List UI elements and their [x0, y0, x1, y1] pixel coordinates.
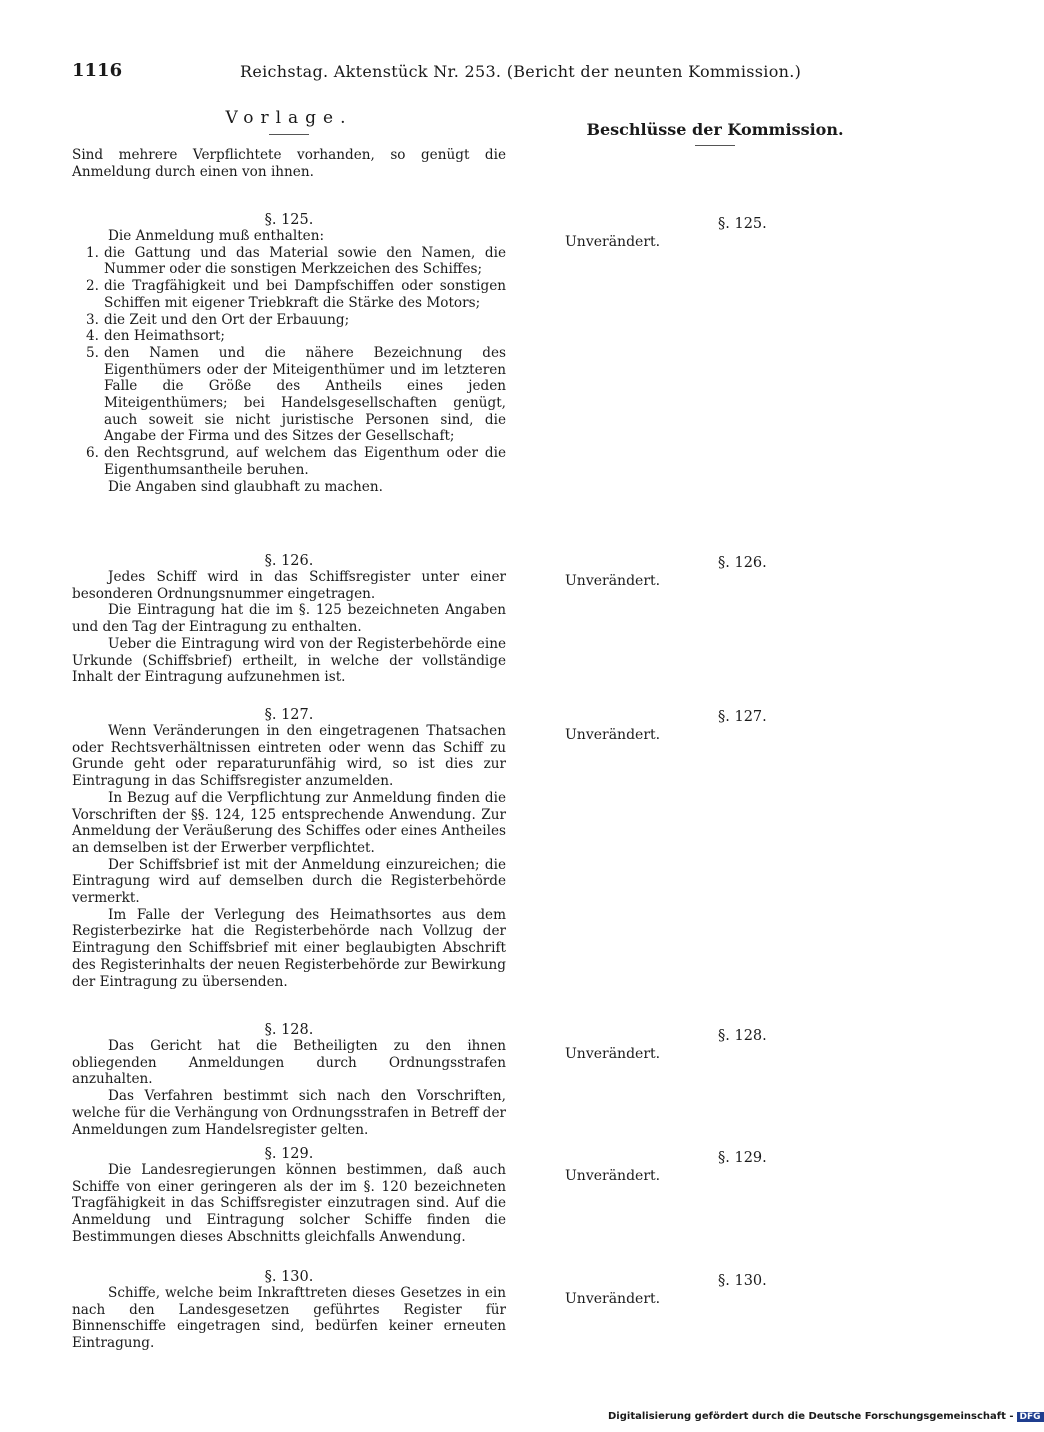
dfg-logo: DFG — [1017, 1412, 1044, 1422]
section-heading: §. 127. — [264, 707, 314, 723]
decision-text: Unverändert. — [565, 1046, 661, 1062]
list-item: 1. die Gattung und das Material sowie den Namen, die Nummer oder die sonstigen Merkzeichen des Schiffes; — [86, 244, 506, 278]
decision-heading: §. 126. — [718, 555, 767, 571]
decision-text: Unverändert. — [565, 1291, 661, 1307]
list-item: 5. den Namen und die nähere Bezeichnung des Eigenthümers oder der Miteigenthümer und im letzteren Falle die Größe des Antheils eines jeden Miteigenthümers; bei Handelsgesellschaften genügt, auch soweit sie nicht juristische Personen sind, die Angabe der Firma und des Sitzes der Gesellschaft; — [86, 344, 506, 445]
list-item: 6. den Rechtsgrund, auf welchem das Eigenthum oder die Eigenthumsantheile beruhen. — [86, 445, 506, 478]
decision-heading: §. 127. — [718, 709, 767, 725]
vorlage-title: Vorlage. — [225, 108, 353, 128]
paragraph: Die Eintragung hat die im §. 125 bezeichneten Angaben und den Tag der Eintragung zu enthalten. — [72, 602, 506, 636]
section-125 — [72, 212, 506, 495]
footer-text: Digitalisierung gefördert durch die Deutsche Forschungsgemeinschaft - — [608, 1411, 1014, 1422]
section-128 — [72, 1022, 506, 1138]
title-rule — [269, 134, 309, 135]
requirement-list — [72, 245, 506, 479]
paragraph: Ueber die Eintragung wird von der Registerbehörde eine Urkunde (Schiffsbrief) ertheilt, in welche der vollständige Inhalt der Eintragung aufzunehmen ist. — [72, 635, 506, 686]
list-item: 2. die Tragfähigkeit und bei Dampfschiffen oder sonstigen Schiffen mit eigener Triebkraft die Stärke des Motors; — [86, 278, 506, 311]
decision-text: Unverändert. — [565, 1168, 661, 1184]
section-heading: §. 125. — [264, 212, 314, 228]
paragraph: Wenn Veränderungen in den eingetragenen Thatsachen oder Rechtsverhältnissen eintreten oder wenn das Schiff zu Grunde geht oder reparaturunfähig wird, so ist dies zur Eintragung in das Schiffsregister anzumelden. — [72, 723, 506, 790]
decision-text: Unverändert. — [565, 234, 661, 250]
kommission-title: Beschlüsse der Kommission. — [586, 120, 844, 139]
decision-heading: §. 125. — [718, 216, 767, 232]
running-head: Reichstag. Aktenstück Nr. 253. (Bericht der neunten Kommission.) — [240, 62, 802, 81]
paragraph: Jedes Schiff wird in das Schiffsregister unter einer besonderen Ordnungsnummer eingetragen. — [72, 569, 506, 602]
decision-text: Unverändert. — [565, 573, 661, 589]
decision-heading: §. 129. — [718, 1150, 767, 1166]
section-closing: Die Angaben sind glaubhaft zu machen. — [108, 478, 383, 495]
paragraph: Schiffe, welche beim Inkrafttreten dieses Gesetzes in ein nach den Landesgesetzen geführtes Register für Binnenschiffe eingetragen sind, bedürfen keiner erneuten Eintragung. — [72, 1285, 506, 1352]
section-129 — [72, 1146, 506, 1246]
paragraph: Der Schiffsbrief ist mit der Anmeldung einzureichen; die Eintragung wird auf demselben durch die Registerbehörde vermerkt. — [72, 856, 506, 907]
section-heading: §. 128. — [264, 1022, 314, 1038]
decision-text: Unverändert. — [565, 727, 661, 743]
list-item: 3. die Zeit und den Ort der Erbauung; — [86, 311, 350, 328]
decision-heading: §. 130. — [718, 1273, 767, 1289]
paragraph: Das Verfahren bestimmt sich nach den Vorschriften, welche für die Verhängung von Ordnungsstrafen in Betreff der Anmeldungen zum Handelsregister gelten. — [72, 1088, 506, 1138]
decision-heading: §. 128. — [718, 1028, 767, 1044]
paragraph: Das Gericht hat die Betheiligten zu den ihnen obliegenden Anmeldungen durch Ordnungsstrafen anzuhalten. — [72, 1038, 506, 1088]
vorlage-column — [72, 108, 506, 180]
page-number: 1116 — [72, 60, 123, 81]
title-rule — [695, 145, 735, 146]
kommission-column — [540, 108, 890, 146]
section-126 — [72, 553, 506, 686]
list-item: 4. den Heimathsort; — [86, 328, 225, 345]
page-header — [72, 60, 812, 84]
digitization-footer — [608, 1411, 1044, 1422]
intro-paragraph: Sind mehrere Verpflichtete vorhanden, so genügt die Anmeldung durch einen von ihnen. — [72, 147, 506, 180]
paragraph: Die Landesregierungen können bestimmen, daß auch Schiffe von einer geringeren als der im §. 120 bezeichneten Tragfähigkeit in das Schiffsregister einzutragen sind. Auf die Anmeldung und Eintragung solcher Schiffe finden die Bestimmungen dieses Abschnitts gleichfalls Anwendung. — [72, 1162, 506, 1245]
paragraph: Im Falle der Verlegung des Heimathsortes aus dem Registerbezirke hat die Registerbehörde nach Vollzug der Eintragung den Schiffsbrief mit einer beglaubigten Abschrift des Registerinhalts der neuen Registerbehörde zur Bewirkung der Eintragung zu übersenden. — [72, 906, 506, 990]
paragraph: In Bezug auf die Verpflichtung zur Anmeldung finden die Vorschriften der §§. 124, 125 entsprechende Anwendung. Zur Anmeldung der Veräußerung des Schiffes oder eines Antheiles an demselben ist der Erwerber verpflichtet. — [72, 789, 506, 856]
section-heading: §. 130. — [264, 1269, 314, 1285]
section-127 — [72, 707, 506, 990]
section-heading: §. 126. — [264, 553, 314, 569]
section-130 — [72, 1269, 506, 1352]
section-lead: Die Anmeldung muß enthalten: — [108, 228, 325, 244]
section-heading: §. 129. — [264, 1146, 314, 1162]
